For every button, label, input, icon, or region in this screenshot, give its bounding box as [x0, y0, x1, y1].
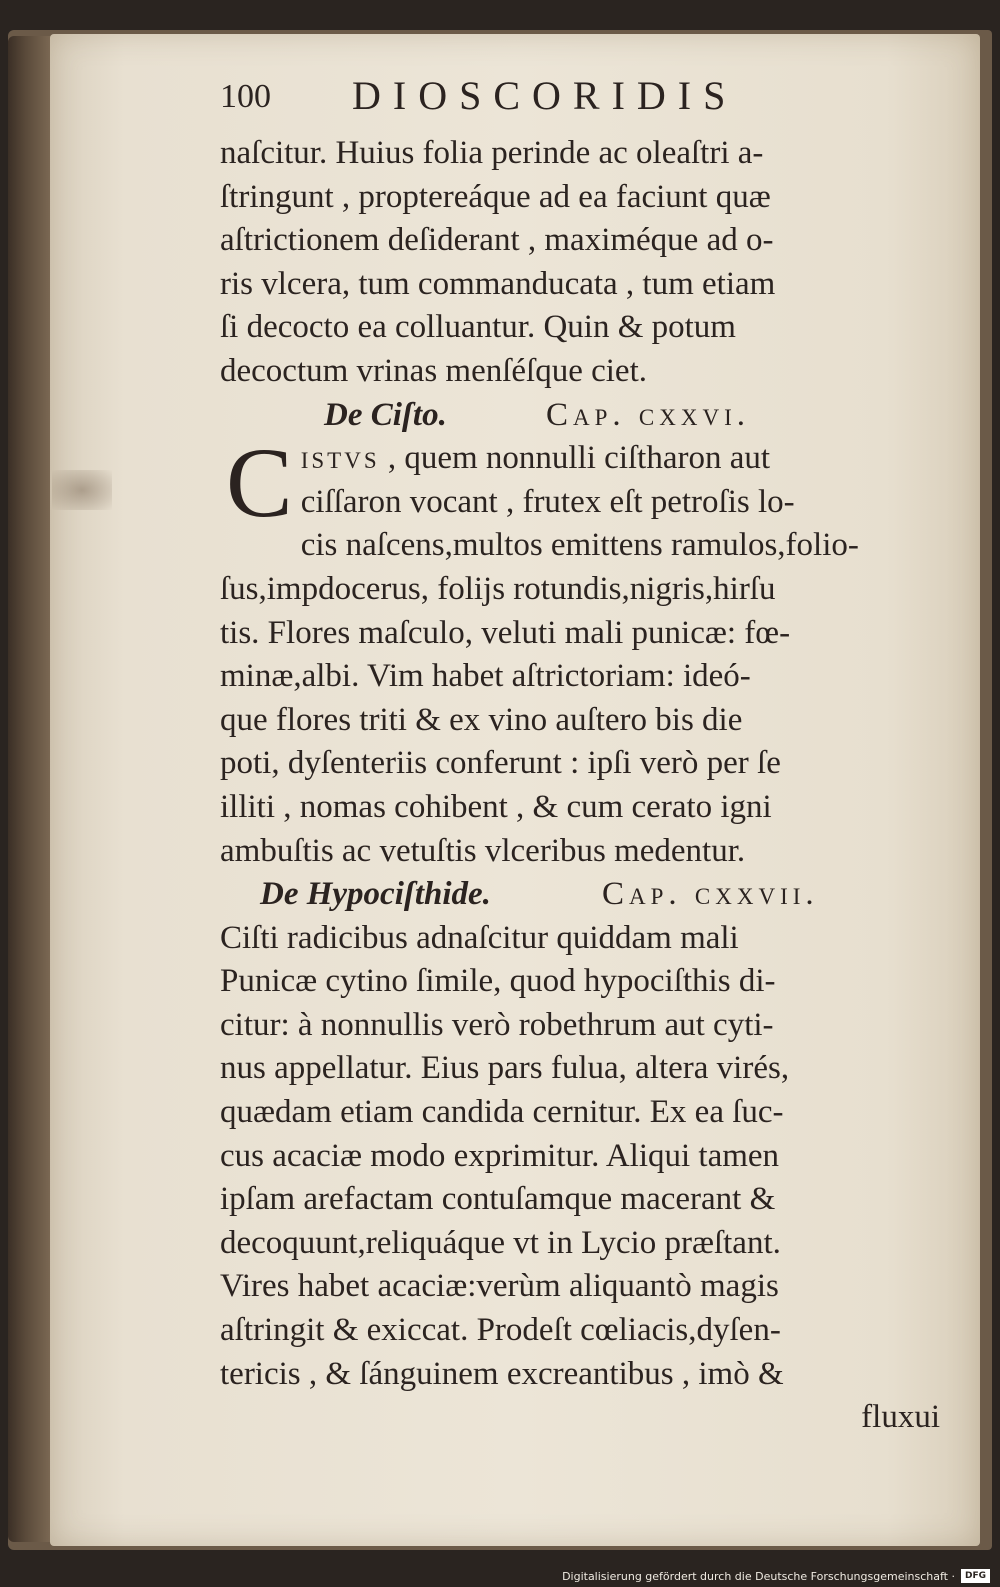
text-line: Punicæ cytino ſimile, quod hypociſthis di-	[220, 963, 776, 1000]
text-line: quædam etiam candida cernitur. Ex ea ſuc-	[220, 1094, 784, 1131]
text-line: ipſam arefactam contuſamque macerant &	[220, 1181, 776, 1218]
catchword: fluxui	[861, 1399, 940, 1436]
text-line: aſtrictionem deſiderant , maximéque ad o-	[220, 222, 774, 259]
drop-cap-initial: C	[226, 427, 293, 539]
text-line: citur: à nonnullis verò robethrum aut cyti-	[220, 1006, 774, 1043]
chapter-title: De Hypociſthide.	[260, 876, 491, 913]
text-line: illiti , nomas cohibent , & cum cerato igni	[220, 788, 772, 825]
text-line: cus acaciæ modo exprimitur. Aliqui tamen	[220, 1137, 780, 1174]
page-header	[220, 72, 940, 132]
chapter-heading-hypocisthis	[220, 873, 940, 917]
text-line: cis naſcens,multos emittens ramulos,folio-	[300, 527, 859, 564]
text-line: Ciſti radicibus adnaſcitur quiddam mali	[220, 919, 739, 956]
digitization-credit	[562, 1569, 990, 1583]
page-number: 100	[220, 78, 271, 115]
chapter-title: De Ciſto.	[324, 396, 447, 433]
first-line-rest: , quem nonnulli ciſtharon aut	[379, 440, 771, 477]
text-line: minæ,albi. Vim habet aſtrictoriam: ideó-	[220, 658, 751, 695]
text-line: poti, dyſenteriis conferunt : ipſi verò per ſe	[220, 745, 781, 782]
running-title: DIOSCORIDIS	[352, 73, 738, 118]
text-line: ſtringunt , proptereáque ad ea faciunt quæ	[220, 178, 771, 215]
text-line: naſcitur. Huius folia perinde ac oleaſtri a-	[220, 135, 764, 171]
chapter-number: Cap. cxxvi.	[546, 396, 750, 433]
text-line: ſus,impdocerus, folijs rotundis,nigris,hirſu	[220, 570, 776, 607]
page-stain	[52, 470, 112, 510]
text-line: tis. Flores maſculo, veluti mali punicæ: fœ-	[220, 614, 791, 651]
chapter-body-cistus	[220, 427, 940, 873]
text-line: ris vlcera, tum commanducata , tum etiam	[220, 265, 776, 302]
first-word: istvs	[300, 440, 380, 477]
text-line: nus appellatur. Eius pars fulua, altera virés,	[220, 1050, 790, 1087]
text-line: tericis , & ſánguinem excreantibus , imò &	[220, 1355, 784, 1392]
text-line: ſi decocto ea colluantur. Quin & potum	[220, 309, 736, 346]
book-spine-edge	[8, 36, 52, 1542]
text-line: que flores triti & ex vino auſtero bis die	[220, 701, 743, 738]
text-line: aſtringit & exiccat. Prodeſt cœliacis,dyſen-	[220, 1312, 781, 1349]
intro-paragraph	[220, 132, 940, 394]
text-line: Vires habet acaciæ:verùm aliquantò magis	[220, 1268, 779, 1305]
page-text	[220, 72, 940, 1440]
text-line	[220, 437, 940, 481]
chapter-heading-cistus	[220, 394, 940, 438]
text-line: ciſſaron vocant , frutex eſt petroſis lo-	[300, 483, 795, 520]
credit-text: Digitalisierung gefördert durch die Deutsche Forschungsgemeinschaft ·	[562, 1569, 955, 1583]
chapter-body-hypocisthis	[220, 917, 940, 1440]
text-line: decoquunt,reliquáque vt in Lycio præſtant.	[220, 1224, 781, 1261]
text-line: ambuſtis ac vetuſtis vlceribus medentur.	[220, 832, 746, 869]
text-line: decoctum vrinas menſéſque ciet.	[220, 352, 648, 389]
chapter-number: Cap. cxxvii.	[602, 876, 819, 913]
dfg-logo-icon: DFG	[961, 1569, 990, 1583]
